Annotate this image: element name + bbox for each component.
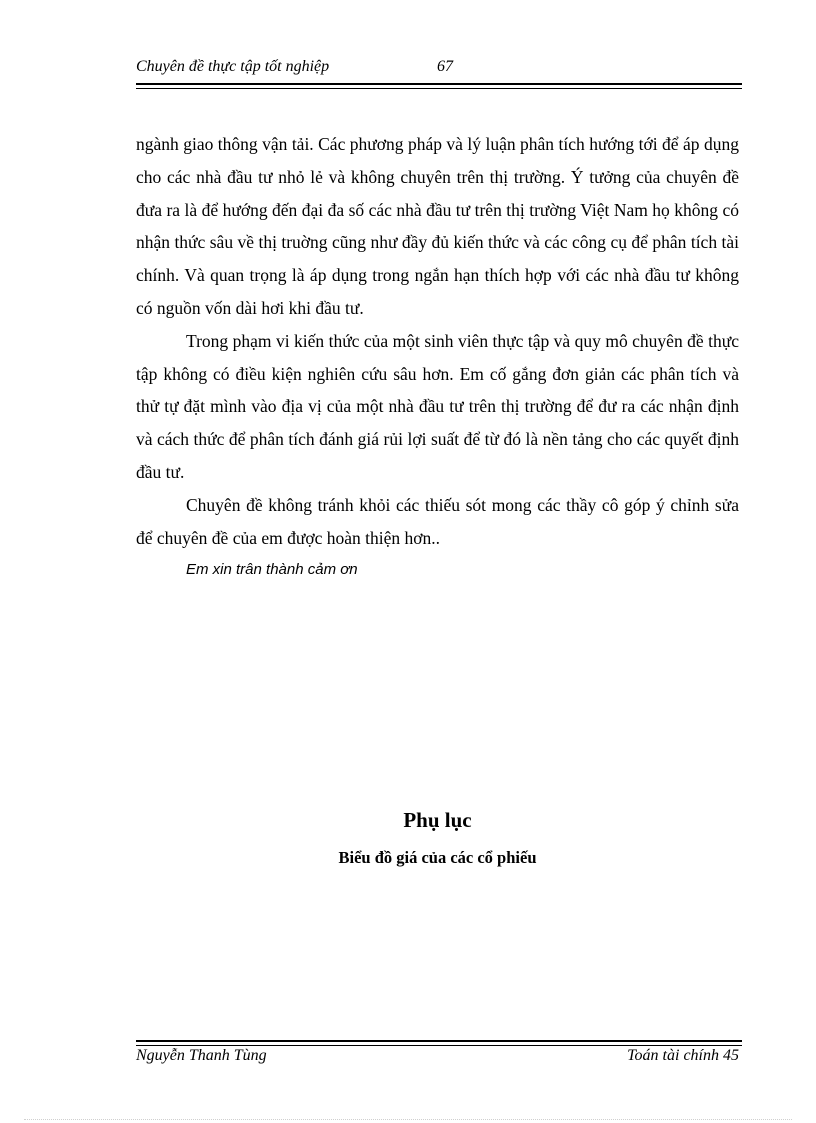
header-divider	[136, 83, 742, 89]
appendix-subtitle: Biểu đồ giá của các cổ phiếu	[338, 848, 537, 867]
page-edge-divider	[24, 1119, 792, 1120]
page-number: 67	[437, 58, 453, 75]
body-paragraph-1: ngành giao thông vận tải. Các phương pháp và lý luận phân tích hướng tới để áp dụng cho các nhà đầu tư nhỏ lẻ và không chuyên trên thị trường. Ý tưởng của chuyên đề đưa ra là để hướng đến đại đa số các nhà đầu tư trên thị trường Việt Nam họ không có nhận thức sâu về thị truờng cũng như đầy đủ kiến thức và các công cụ để phân tích tài chính. Và quan trọng là áp dụng trong ngắn hạn thích hợp với các nhà đầu tư không có nguồn vốn dài hơi khi đầu tư.	[136, 134, 739, 318]
document-body	[136, 128, 739, 587]
footer-author: Nguyễn Thanh Tùng	[136, 1047, 267, 1064]
page-footer	[136, 1047, 739, 1071]
appendix-title: Phụ lục	[403, 808, 472, 832]
header-title: Chuyên đề thực tập tốt nghiệp	[136, 58, 330, 75]
body-paragraph-2: Trong phạm vi kiến thức của một sinh viên thực tập và quy mô chuyên đề thực tập không có điều kiện nghiên cứu sâu hơn. Em cố gắng đơn giản các phân tích và thử tự đặt mình vào địa vị của một nhà đầu tư trên thị trường để đư ra các nhận định và cách thức để phân tích đánh giá rủi lợi suất để từ đó là nền tảng cho các quyết định đầu tư.	[136, 330, 739, 482]
body-paragraph-3: Chuyên đề không tránh khỏi các thiếu sót mong các thầy cô góp ý chỉnh sửa để chuyên đề của em được hoàn thiện hơn..	[136, 494, 739, 548]
page-header	[136, 56, 742, 80]
footer-divider	[136, 1040, 742, 1046]
closing-line: Em xin trân thành cảm ơn	[186, 561, 358, 579]
footer-course: Toán tài chính 45	[627, 1047, 739, 1064]
